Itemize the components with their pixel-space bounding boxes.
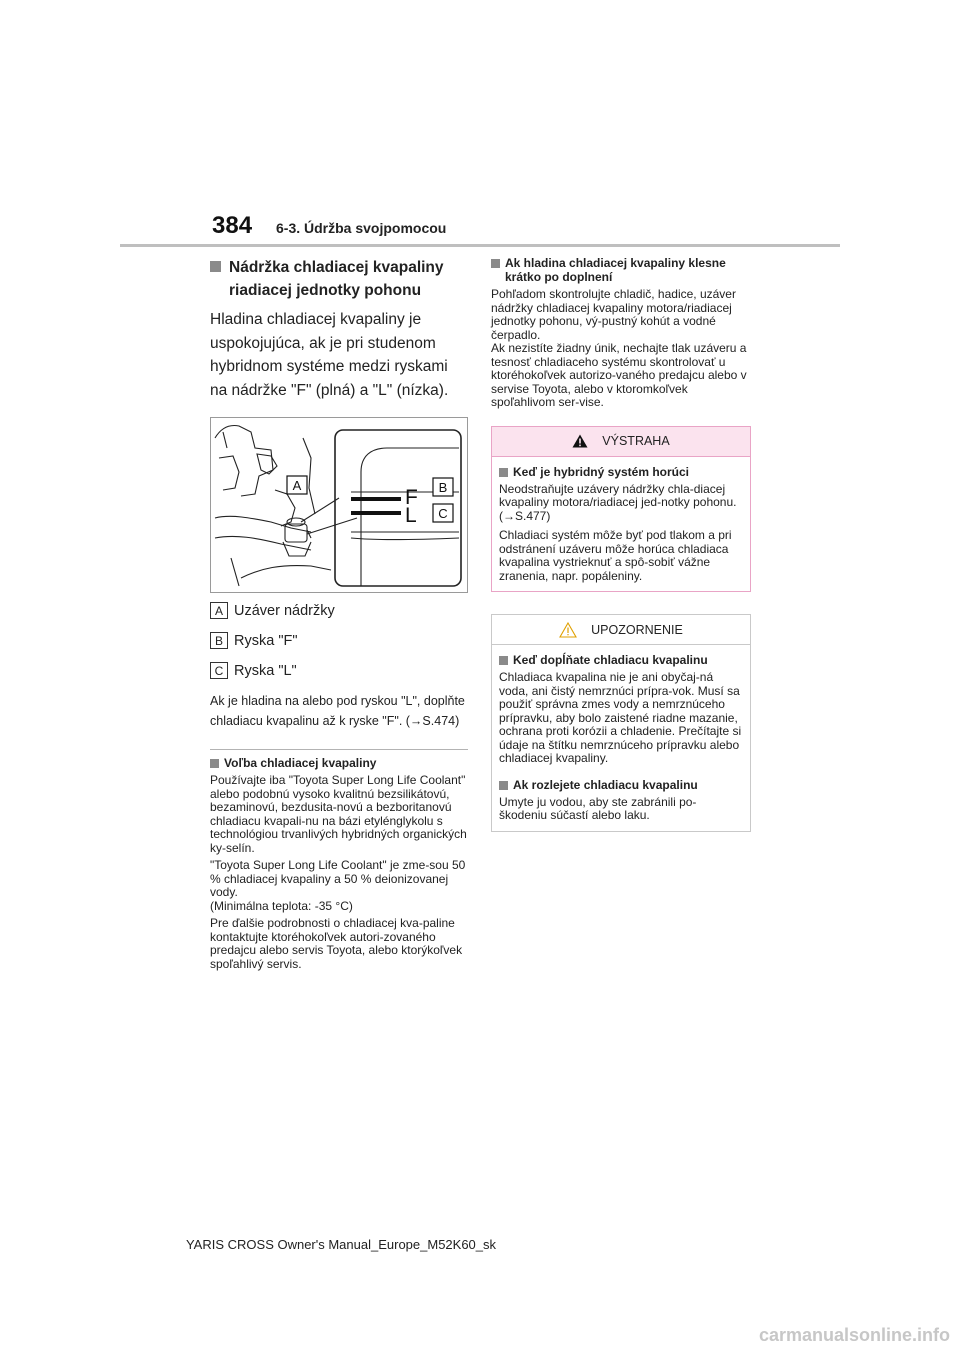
right-column bbox=[491, 256, 751, 832]
warning-box bbox=[491, 426, 751, 593]
reservoir-heading-text: Nádržka chladiacej kvapaliny riadiacej jednotky pohonu bbox=[229, 259, 444, 299]
square-bullet-icon bbox=[491, 259, 500, 268]
square-bullet-icon bbox=[499, 468, 508, 477]
notice-text-1: Chladiaca kvapalina nie je ani obyčaj-ná voda, ani čistý nemrznúci prípra-vok. Musí sa použiť správna zmes vody a nemrznúceho prípravku, aby bolo zaistené riadne mazanie, ochrana proti korózii a chladenie. Prečítajte si údaje na štítku nemrznúceho prípravku alebo chladiacej kvapaliny. bbox=[499, 670, 742, 765]
refill-note: Ak je hladina na alebo pod ryskou "L", doplňte chladiacu kvapalinu až k ryske "F". (→S.474) bbox=[210, 694, 465, 728]
notice-text-2: Umyte ju vodou, aby ste zabránili po-škodeniu súčastí alebo laku. bbox=[499, 794, 697, 822]
warning-triangle-icon bbox=[572, 434, 588, 448]
left-column bbox=[210, 256, 468, 971]
section-title: 6-3. Údržba svojpomocou bbox=[276, 220, 447, 236]
engine-bay-drawing bbox=[211, 418, 467, 592]
header-rule bbox=[120, 244, 840, 247]
notice-box bbox=[491, 614, 751, 832]
mark-f-label: F bbox=[405, 486, 418, 509]
callout-b-letter: B bbox=[210, 632, 228, 649]
notice-body bbox=[492, 645, 750, 831]
callout-b bbox=[210, 631, 468, 650]
callout-c bbox=[210, 661, 468, 680]
square-bullet-icon bbox=[210, 759, 219, 768]
callout-c-letter: C bbox=[210, 662, 228, 679]
warning-paragraph-2: Chladiaci systém môže byť pod tlakom a pri odstránení uzáveru môže horúca chladiaca kvapalina vystrieknuť a spô-sobiť vážne zranenia, napr. popáleniny. bbox=[499, 528, 732, 583]
square-bullet-icon bbox=[499, 656, 508, 665]
callout-list bbox=[210, 601, 468, 680]
notice-header bbox=[492, 615, 750, 645]
callout-b-text: Ryska "F" bbox=[234, 632, 298, 649]
notice-heading-1-text: Keď dopĺňate chladiacu kvapalinu bbox=[513, 653, 708, 667]
callout-a-letter: A bbox=[210, 602, 228, 619]
callout-c-text: Ryska "L" bbox=[234, 662, 297, 679]
reservoir-heading bbox=[210, 256, 468, 302]
caution-outline-triangle-icon bbox=[559, 622, 577, 638]
reservoir-illustration bbox=[210, 417, 468, 593]
notice-heading-2 bbox=[499, 778, 744, 792]
warning-heading bbox=[499, 465, 744, 479]
illus-label-b: B bbox=[438, 480, 448, 495]
square-bullet-icon bbox=[210, 261, 221, 272]
coolant-choice-heading bbox=[210, 756, 468, 770]
callout-a bbox=[210, 601, 468, 620]
warning-title: VÝSTRAHA bbox=[602, 434, 670, 448]
warning-paragraph-1: Neodstraňujte uzávery nádržky chla-diacej kvapaliny motora/riadiacej jed-notky pohonu. (→S.477) bbox=[499, 481, 737, 523]
page-number: 384 bbox=[212, 212, 253, 239]
callout-a-text: Uzáver nádržky bbox=[234, 602, 335, 619]
coolant-paragraph-1: Používajte iba "Toyota Super Long Life Coolant" alebo podobnú vysoko kvalitnú bezsilikátovú, bezaminovú, bezdusita-novú a bezboritanovú chladiacu kvapali-nu na bázi etylénglykolu s technológiou trvanlivých hybridných organických ky-selín. bbox=[210, 773, 467, 855]
coolant-paragraph-2: "Toyota Super Long Life Coolant" je zme-sou 50 % chladiacej kvapaliny a 50 % deionizovanej vody. (Minimálna teplota: -35 °C) bbox=[210, 858, 466, 913]
footer-manual-id: YARIS CROSS Owner's Manual_Europe_M52K60_sk bbox=[185, 1237, 497, 1252]
watermark: carmanualsonline.info bbox=[758, 1325, 950, 1345]
level-drop-heading bbox=[491, 256, 751, 284]
warning-body bbox=[492, 457, 750, 592]
section-divider bbox=[210, 749, 468, 750]
square-bullet-icon bbox=[499, 781, 508, 790]
level-drop-text: Pohľadom skontrolujte chladič, hadice, uzáver nádržky chladiacej kvapaliny motora/riadiacej jednotky pohonu, vý-pustný kohút a vodné čerpadlo. Ak nezistíte žiadny únik, nechajte tlak uzáveru a tesnosť chladiaceho systému skontrolovať u ktoréhokoľvek autorizo-vaného predajcu alebo v servise Toyota, alebo v ktoromkoľvek spoľahlivom ser-vise. bbox=[491, 287, 747, 409]
warning-heading-text: Keď je hybridný systém horúci bbox=[513, 464, 690, 479]
level-drop-heading-text: Ak hladina chladiacej kvapaliny klesne krátko po doplnení bbox=[505, 256, 726, 284]
warning-header bbox=[492, 427, 750, 457]
reservoir-intro: Hladina chladiacej kvapaliny je uspokojujúca, ak je pri studenom hybridnom systéme medzi ryskami na nádržke "F" (plná) a "L" (nízka). bbox=[210, 311, 449, 399]
notice-title: UPOZORNENIE bbox=[591, 622, 683, 637]
coolant-choice-heading-text: Voľba chladiacej kvapaliny bbox=[224, 756, 377, 770]
notice-heading-2-text: Ak rozlejete chladiacu kvapalinu bbox=[513, 777, 698, 792]
coolant-paragraph-3: Pre ďalšie podrobnosti o chladiacej kva-paline kontaktujte ktoréhokoľvek autori-zovaného predajcu alebo servis Toyota, alebo ktorýkoľvek spoľahlivý servis. bbox=[210, 916, 463, 971]
illus-label-c: C bbox=[438, 506, 448, 521]
illus-label-a: A bbox=[292, 478, 302, 493]
mark-l-label: L bbox=[405, 504, 417, 527]
notice-heading-1 bbox=[499, 653, 744, 667]
